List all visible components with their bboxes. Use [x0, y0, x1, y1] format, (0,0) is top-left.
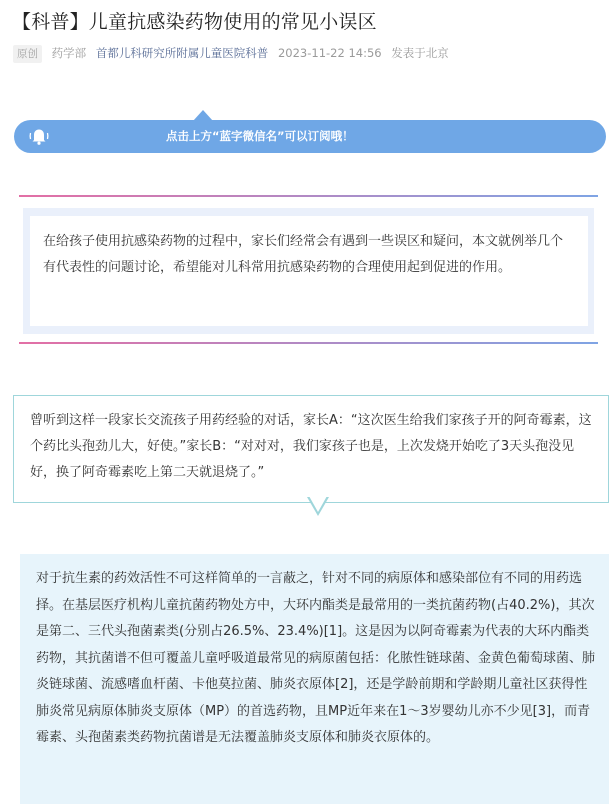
subscribe-banner[interactable] — [14, 120, 606, 153]
account-name-link[interactable]: 首都儿科研究所附属儿童医院科普 — [95, 46, 269, 60]
quote-pointer-fill — [309, 496, 327, 512]
divider-top — [19, 195, 598, 197]
subscribe-text[interactable]: 点击上方“蓝字微信名”可以订阅哦！ — [166, 129, 354, 143]
original-badge: 原创 — [13, 45, 42, 63]
bell-icon — [28, 125, 50, 147]
article-title: 【科普】儿童抗感染药物使用的常见小误区 — [12, 11, 377, 33]
author-name: 药学部 — [51, 46, 87, 60]
intro-paragraph: 在给孩子使用抗感染药物的过程中，家长们经常会有遇到一些误区和疑问，本文就例举几个有代表性的问题讨论，希望能对儿科常用抗感染药物的合理使用起到促进的作用。 — [30, 216, 588, 326]
quote-box: 曾听到这样一段家长交流孩子用药经验的对话，家长A：“这次医生给我们家孩子开的阿奇霉素，这个药比头孢劲儿大，好使。”家长B：“对对对，我们家孩子也是，上次发烧开始吃了3天头孢没见好，换了阿奇霉素吃上第二天就退烧了。” — [13, 395, 609, 503]
publish-location: 发表于北京 — [391, 46, 449, 60]
article-meta — [13, 44, 455, 62]
divider-bottom — [19, 342, 598, 344]
body-paragraph: 对于抗生素的药效活性不可这样简单的一言蔽之，针对不同的病原体和感染部位有不同的用药选择。在基层医疗机构儿童抗菌药物处方中，大环内酯类是最常用的一类抗菌药物(占40.2%)，其次是第二、三代头孢菌素类(分别占26.5%、23.4%)[1]。这是因为以阿奇霉素为代表的大环内酯类药物，其抗菌谱不但可覆盖儿童呼吸道最常见的病原菌包括：化脓性链球菌、金黄色葡萄球菌、肺炎链球菌、流感嗜血杆菌、卡他莫拉菌、肺炎衣原体[2]，还是学龄前期和学龄期儿童社区获得性肺炎常见病原体肺炎支原体（MP）的首选药物，且MP近年来在1～3岁婴幼儿亦不少见[3]，而青霉素、头孢菌素类药物抗菌谱是无法覆盖肺炎支原体和肺炎衣原体的。 — [20, 554, 609, 804]
publish-datetime: 2023-11-22 14:56 — [277, 46, 382, 60]
